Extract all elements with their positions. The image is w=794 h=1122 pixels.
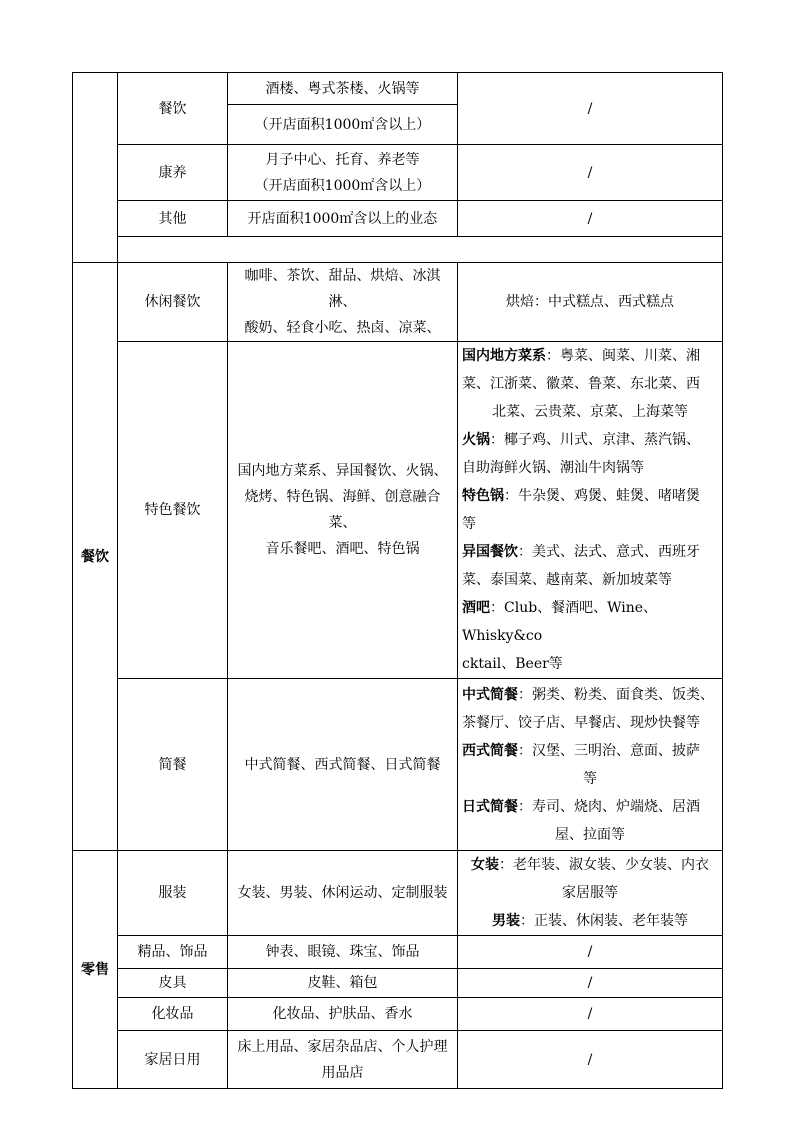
detail-label: 男装 bbox=[492, 913, 520, 929]
detail-wellness: / bbox=[458, 145, 723, 201]
detail-line bbox=[462, 737, 718, 765]
detail-line bbox=[462, 851, 718, 879]
table-row bbox=[73, 73, 723, 105]
detail-text: ：椰子鸡、川式、京津、蒸汽锅、 bbox=[490, 432, 700, 448]
detail-line bbox=[462, 538, 718, 566]
detail-line: 家居服等 bbox=[562, 885, 618, 901]
detail-text: ：粥类、粉类、面食类、饭类、 bbox=[518, 686, 714, 703]
detail-label: 酒吧 bbox=[462, 600, 490, 616]
detail-label: 特色锅 bbox=[462, 488, 504, 504]
subcategory-boutique: 精品、饰品 bbox=[118, 936, 228, 969]
detail-fast-meal bbox=[458, 679, 723, 851]
detail-text: ：正装、休闲装、老年装等 bbox=[520, 913, 688, 929]
examples-line: 月子中心、托育、养老等 bbox=[265, 151, 420, 168]
detail-line: 自助海鲜火锅、潮汕牛肉锅等 bbox=[462, 460, 644, 476]
examples-cosmetics: 化妆品、护肤品、香水 bbox=[228, 998, 458, 1031]
examples-line: 咖啡、茶饮、甜品、烘焙、冰淇淋、 bbox=[244, 268, 441, 310]
category-catering: 餐饮 bbox=[73, 263, 118, 851]
detail-line: 菜、江浙菜、徽菜、鲁菜、东北菜、西 bbox=[462, 376, 700, 392]
table-row bbox=[73, 679, 723, 851]
detail-text: ：粤菜、闽菜、川菜、湘 bbox=[546, 348, 700, 364]
examples-leisure bbox=[228, 263, 458, 342]
subcategory-wellness: 康养 bbox=[118, 145, 228, 201]
examples-apparel: 女装、男装、休闲运动、定制服装 bbox=[228, 851, 458, 936]
examples-fast-meal: 中式简餐、西式简餐、日式简餐 bbox=[228, 679, 458, 851]
detail-line bbox=[462, 681, 718, 709]
table-row bbox=[73, 342, 723, 679]
subcategory-leisure: 休闲餐饮 bbox=[118, 263, 228, 342]
detail-line: 屋、拉面等 bbox=[555, 826, 625, 843]
examples-line: 床上用品、家居杂品店、个人护理 bbox=[237, 1038, 448, 1055]
detail-text: ：牛杂煲、鸡煲、蛙煲、啫啫煲 bbox=[504, 488, 700, 504]
subcategory-cosmetics: 化妆品 bbox=[118, 998, 228, 1031]
table-row bbox=[73, 201, 723, 237]
subcategory-fast-meal: 简餐 bbox=[118, 679, 228, 851]
detail-cosmetics: / bbox=[458, 998, 723, 1031]
table-row bbox=[73, 1031, 723, 1089]
detail-line: 等 bbox=[462, 516, 476, 532]
examples-dining-service-bottom: （开店面积1000㎡含以上） bbox=[228, 105, 458, 145]
category-cell-blank bbox=[73, 73, 118, 263]
detail-line: 茶餐厅、饺子店、早餐店、现炒快餐等 bbox=[462, 714, 700, 731]
examples-line: 国内地方菜系、异国餐饮、火锅、 bbox=[237, 463, 448, 479]
detail-line bbox=[462, 426, 718, 454]
examples-household bbox=[228, 1031, 458, 1089]
detail-text: ：老年装、淑女装、少女装、内衣 bbox=[499, 857, 709, 873]
table-row bbox=[73, 969, 723, 998]
detail-line: cktail、Beer等 bbox=[462, 656, 563, 672]
detail-label: 异国餐饮 bbox=[462, 544, 518, 560]
table-row bbox=[73, 145, 723, 201]
detail-line bbox=[462, 482, 718, 510]
detail-label: 西式简餐 bbox=[462, 742, 518, 759]
detail-text: ：Club、餐酒吧、Wine、Whisky&co bbox=[462, 600, 658, 644]
examples-line: 用品店 bbox=[321, 1064, 364, 1081]
detail-line bbox=[462, 907, 718, 935]
subcategory-household: 家居日用 bbox=[118, 1031, 228, 1089]
detail-label: 中式简餐 bbox=[462, 686, 518, 703]
detail-household: / bbox=[458, 1031, 723, 1089]
examples-specialty bbox=[228, 342, 458, 679]
examples-boutique: 钟表、眼镜、珠宝、饰品 bbox=[228, 936, 458, 969]
detail-text: ：寿司、烧肉、炉端烧、居酒 bbox=[518, 798, 700, 815]
subcategory-dining-service: 餐饮 bbox=[118, 73, 228, 145]
subcategory-specialty: 特色餐饮 bbox=[118, 342, 228, 679]
detail-label: 国内地方菜系 bbox=[462, 348, 546, 364]
table-row bbox=[73, 237, 723, 263]
detail-label: 火锅 bbox=[462, 432, 490, 448]
detail-line: 等 bbox=[583, 770, 597, 787]
table-row bbox=[73, 263, 723, 342]
detail-line: 菜、泰国菜、越南菜、新加坡菜等 bbox=[462, 572, 672, 588]
subcategory-apparel: 服装 bbox=[118, 851, 228, 936]
subcategory-leather: 皮具 bbox=[118, 969, 228, 998]
category-retail: 零售 bbox=[73, 851, 118, 1089]
detail-text: ：汉堡、三明治、意面、披萨 bbox=[518, 742, 700, 759]
detail-leather: / bbox=[458, 969, 723, 998]
detail-label: 女装 bbox=[471, 857, 499, 873]
examples-other: 开店面积1000㎡含以上的业态 bbox=[228, 201, 458, 237]
detail-text: ：美式、法式、意式、西班牙 bbox=[518, 544, 700, 560]
spacer-cell bbox=[118, 237, 723, 263]
subcategory-other: 其他 bbox=[118, 201, 228, 237]
examples-leather: 皮鞋、箱包 bbox=[228, 969, 458, 998]
examples-dining-service-top: 酒楼、粤式茶楼、火锅等 bbox=[228, 73, 458, 105]
detail-label: 日式简餐 bbox=[462, 798, 518, 815]
examples-line: 酸奶、轻食小吃、热卤、凉菜、 bbox=[244, 320, 441, 336]
detail-dining-service: / bbox=[458, 73, 723, 145]
table-row bbox=[73, 936, 723, 969]
detail-boutique: / bbox=[458, 936, 723, 969]
table-row bbox=[73, 998, 723, 1031]
detail-line bbox=[462, 793, 718, 821]
examples-line: 烧烤、特色锅、海鲜、创意融合菜、 bbox=[244, 489, 441, 531]
detail-specialty bbox=[458, 342, 723, 679]
detail-apparel bbox=[458, 851, 723, 936]
examples-wellness bbox=[228, 145, 458, 201]
detail-line bbox=[462, 594, 718, 650]
business-format-table bbox=[72, 72, 723, 1089]
detail-leisure: 烘焙：中式糕点、西式糕点 bbox=[458, 263, 723, 342]
examples-line: 音乐餐吧、酒吧、特色锅 bbox=[265, 541, 420, 557]
detail-line bbox=[462, 342, 718, 370]
table-row bbox=[73, 851, 723, 936]
detail-other: / bbox=[458, 201, 723, 237]
examples-line: （开店面积1000㎡含以上） bbox=[254, 177, 431, 194]
detail-line: 北菜、云贵菜、京菜、上海菜等 bbox=[492, 404, 688, 420]
